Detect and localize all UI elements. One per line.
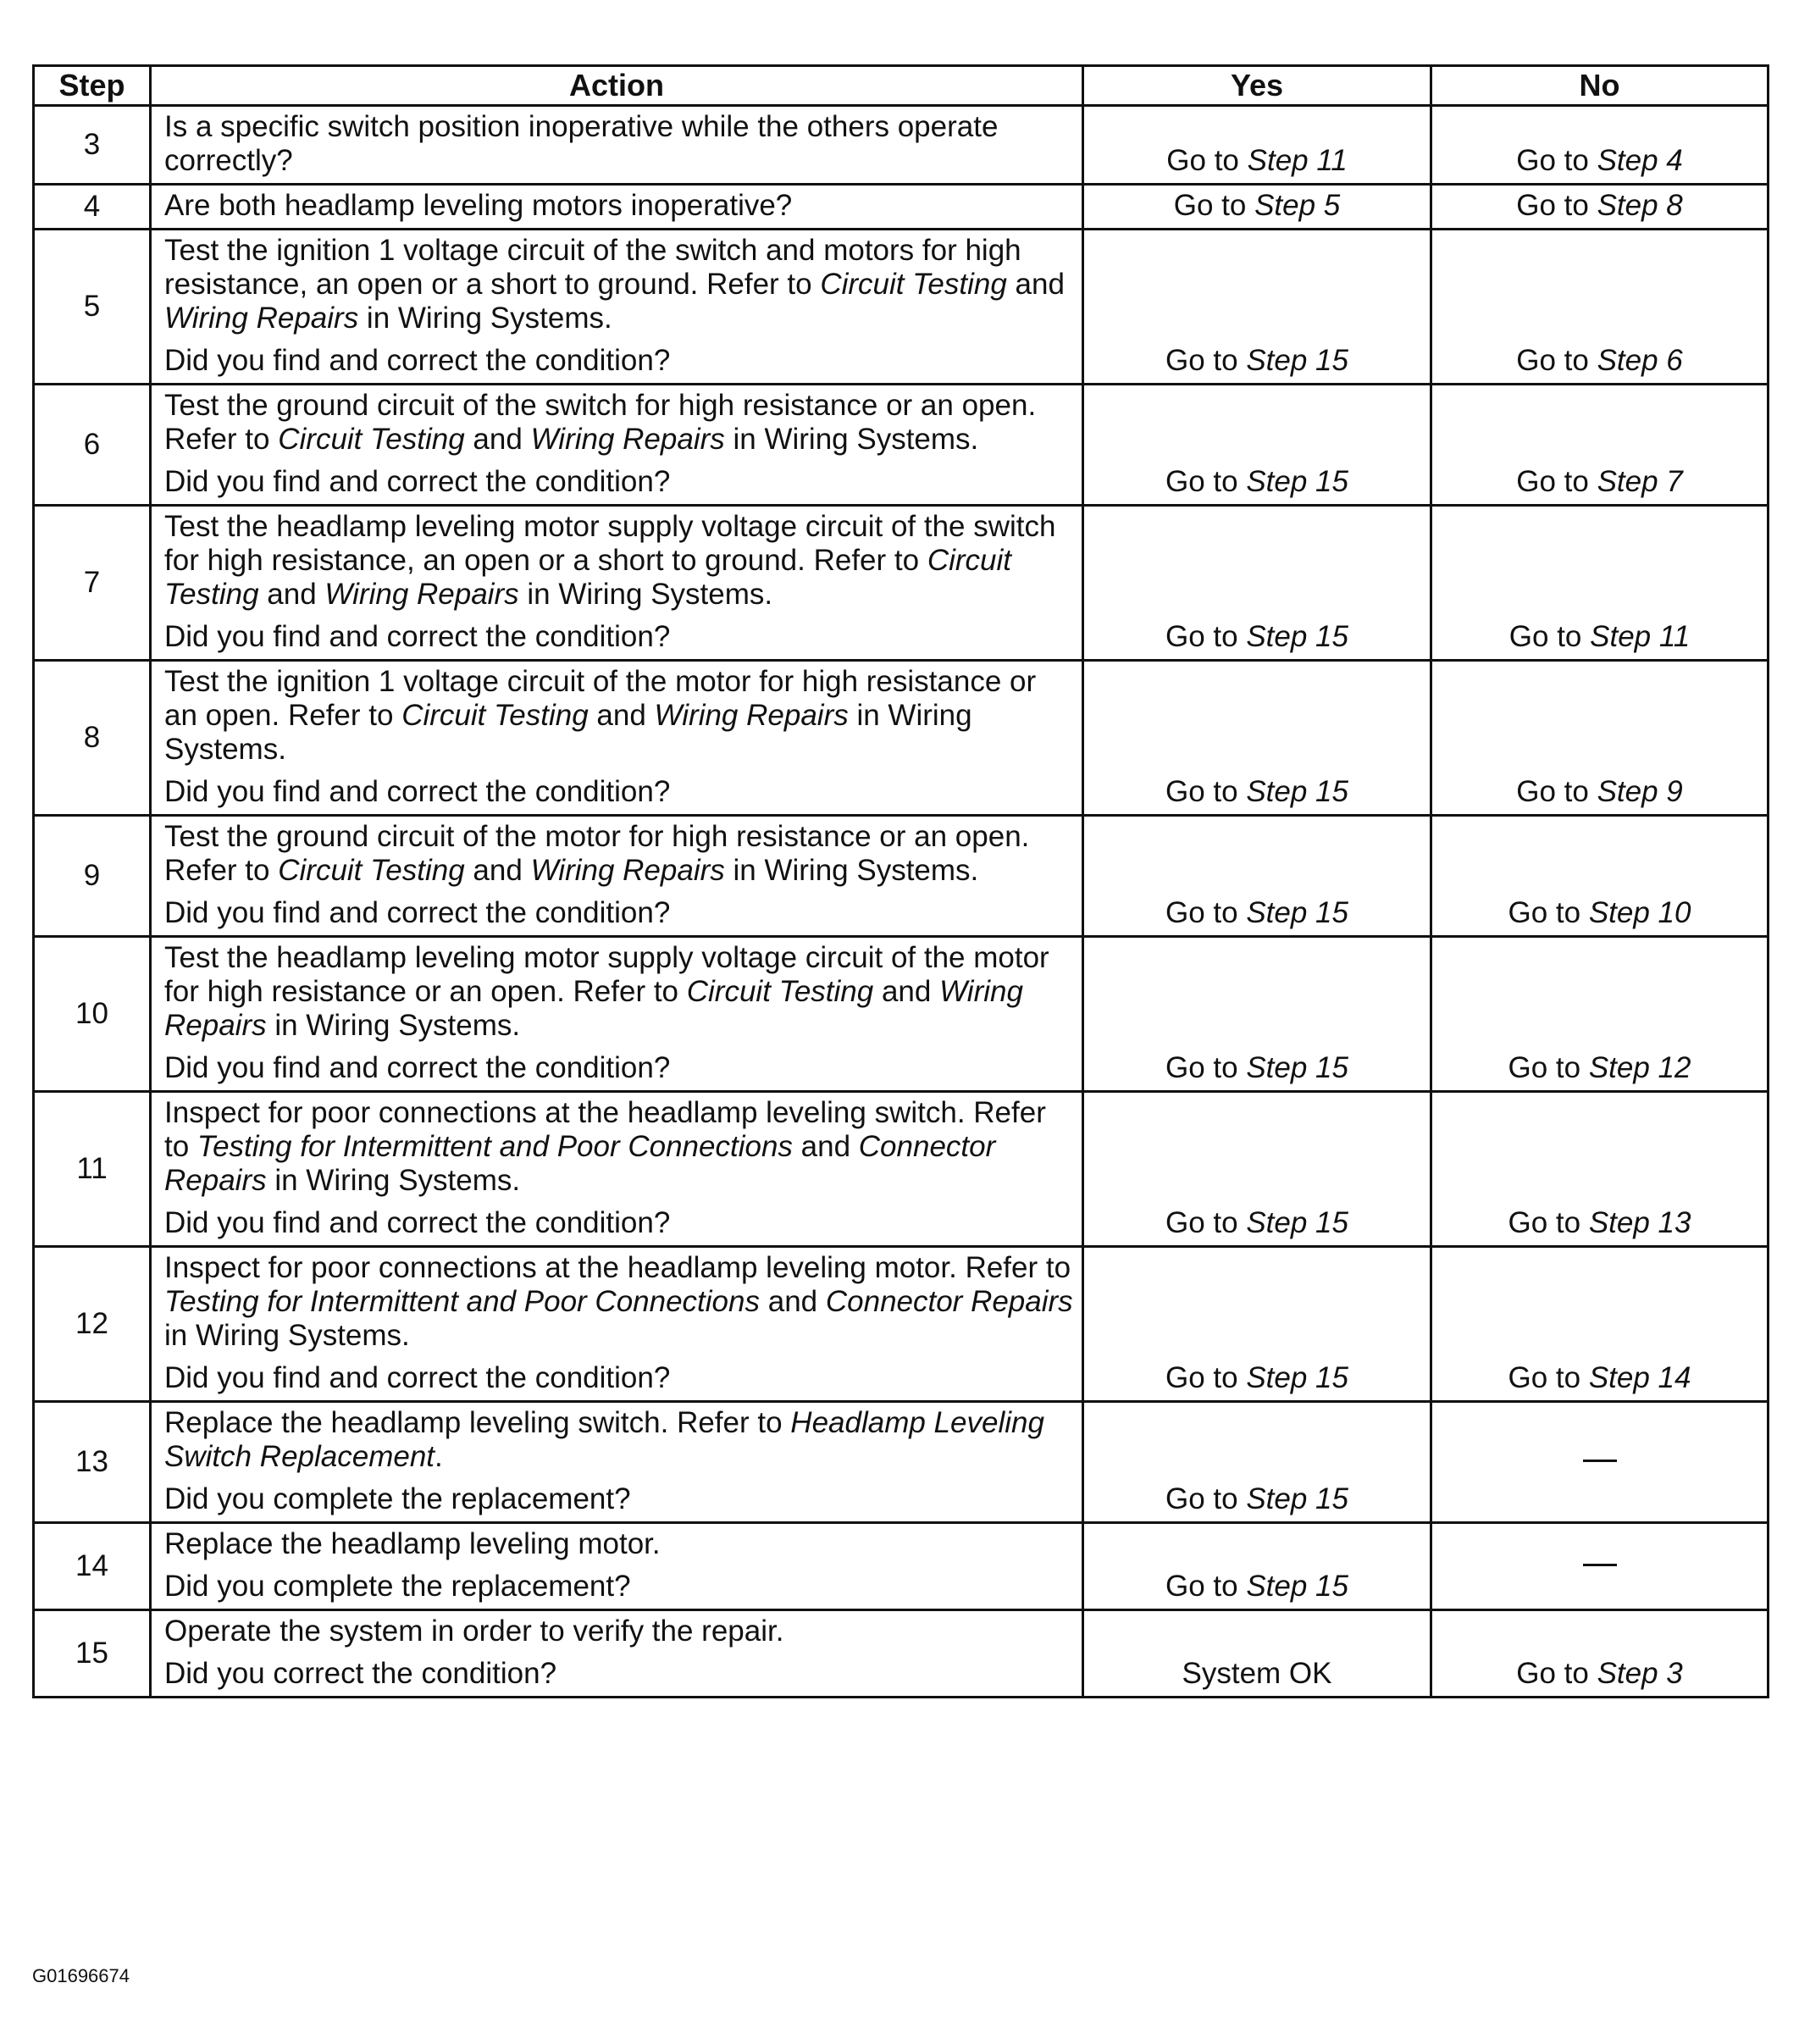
action-instruction	[164, 1615, 1073, 1648]
action-cell	[151, 1092, 1083, 1247]
goto-prefix: Go to	[1516, 1657, 1597, 1690]
action-question: Did you complete the replacement?	[164, 1482, 631, 1515]
reference-link[interactable]: Testing for Intermittent and Poor Connections	[164, 1285, 760, 1318]
goto-step-link[interactable]: Step 3	[1597, 1657, 1683, 1690]
action-cell	[151, 230, 1083, 385]
goto-step-link[interactable]: Step 15	[1246, 1570, 1348, 1603]
no-cell	[1431, 937, 1769, 1092]
yes-cell	[1083, 1092, 1431, 1247]
goto-prefix: Go to	[1165, 344, 1247, 377]
instruction-text: and	[873, 975, 940, 1008]
instruction-text: Test the ground circuit of the switch for high resistance or an open. Refer to	[164, 389, 1037, 456]
reference-link[interactable]: Wiring Repairs	[530, 423, 725, 456]
action-instruction	[164, 1406, 1073, 1474]
no-cell	[1431, 816, 1769, 937]
no-cell	[1431, 1610, 1769, 1698]
step-number: 8	[34, 661, 151, 816]
action-instruction	[164, 1251, 1073, 1353]
action-cell	[151, 661, 1083, 816]
goto-prefix: Go to	[1508, 620, 1591, 653]
instruction-text: Inspect for poor connections at the headlamp leveling motor. Refer to	[164, 1251, 1071, 1284]
instruction-text: Test the ignition 1 voltage circuit of the motor for high resistance or an open. Refer to	[164, 665, 1037, 732]
step-number: 14	[34, 1523, 151, 1610]
no-cell	[1431, 106, 1769, 185]
goto-step-link[interactable]: Step 15	[1246, 896, 1348, 929]
header-yes: Yes	[1083, 66, 1431, 106]
action-question: Did you find and correct the condition?	[164, 344, 671, 377]
table-row	[34, 230, 1769, 385]
table-row	[34, 937, 1769, 1092]
yes-cell	[1083, 1610, 1431, 1698]
step-number: 15	[34, 1610, 151, 1698]
action-instruction	[164, 820, 1073, 888]
instruction-text: and	[792, 1130, 859, 1163]
no-cell	[1431, 385, 1769, 506]
step-number: 9	[34, 816, 151, 937]
goto-step-link[interactable]: Step 15	[1246, 620, 1348, 653]
instruction-text: in Wiring Systems.	[266, 1164, 521, 1197]
goto-step-link[interactable]: Step 15	[1246, 775, 1348, 808]
result-text: System OK	[1182, 1657, 1332, 1690]
action-cell	[151, 385, 1083, 506]
action-cell	[151, 1523, 1083, 1610]
action-instruction	[164, 941, 1073, 1043]
action-question: Did you find and correct the condition?	[164, 465, 671, 498]
goto-prefix: Go to	[1165, 1570, 1247, 1603]
instruction-text: and	[464, 423, 531, 456]
action-question: Did you find and correct the condition?	[164, 1361, 671, 1394]
goto-step-link[interactable]: Step 4	[1597, 144, 1683, 177]
table-row	[34, 185, 1769, 230]
reference-link[interactable]: Circuit Testing	[278, 423, 465, 456]
yes-cell	[1083, 385, 1431, 506]
goto-step-link[interactable]: Step 13	[1588, 1206, 1691, 1239]
goto-prefix: Go to	[1166, 144, 1248, 177]
action-question: Did you correct the condition?	[164, 1657, 557, 1690]
header-row	[34, 66, 1769, 106]
goto-prefix: Go to	[1516, 144, 1597, 177]
goto-step-link[interactable]: Step 10	[1588, 896, 1691, 929]
step-number: 5	[34, 230, 151, 385]
reference-link[interactable]: Circuit Testing	[401, 699, 589, 732]
goto-step-link[interactable]: Step 14	[1588, 1361, 1691, 1394]
action-instruction	[164, 389, 1073, 457]
reference-link[interactable]: Circuit Testing	[820, 268, 1007, 301]
table-row	[34, 661, 1769, 816]
goto-step-link[interactable]: Step 15	[1246, 344, 1348, 377]
yes-cell	[1083, 661, 1431, 816]
step-number: 13	[34, 1402, 151, 1523]
goto-step-link[interactable]: Step 8	[1597, 189, 1683, 222]
goto-step-link[interactable]: Step 15	[1246, 1051, 1348, 1084]
action-question: Did you complete the replacement?	[164, 1570, 631, 1603]
instruction-text: in Wiring Systems.	[164, 1319, 410, 1352]
action-question: Are both headlamp leveling motors inoperative?	[164, 189, 793, 222]
header-action: Action	[151, 66, 1083, 106]
no-cell	[1431, 661, 1769, 816]
figure-id: G01696674	[32, 1965, 130, 1986]
action-question: Is a specific switch position inoperative while the others operate correctly?	[164, 110, 999, 177]
goto-prefix: Go to	[1165, 1206, 1247, 1239]
goto-prefix: Go to	[1165, 1361, 1247, 1394]
goto-prefix: Go to	[1165, 620, 1247, 653]
action-question: Did you find and correct the condition?	[164, 620, 671, 653]
action-cell	[151, 1247, 1083, 1402]
action-instruction	[164, 665, 1073, 767]
step-number: 12	[34, 1247, 151, 1402]
no-cell	[1431, 1092, 1769, 1247]
not-applicable-dash	[1583, 1564, 1617, 1566]
goto-prefix: Go to	[1173, 189, 1255, 222]
yes-cell	[1083, 1402, 1431, 1523]
action-question: Did you find and correct the condition?	[164, 1206, 671, 1239]
goto-prefix: Go to	[1516, 344, 1597, 377]
yes-cell	[1083, 506, 1431, 661]
goto-step-link[interactable]: Step 5	[1254, 189, 1341, 222]
reference-link[interactable]: Wiring Repairs	[654, 699, 849, 732]
action-instruction	[164, 510, 1073, 612]
table-row	[34, 816, 1769, 937]
reference-link[interactable]: Wiring Repairs	[530, 854, 725, 887]
no-cell	[1431, 185, 1769, 230]
step-number: 7	[34, 506, 151, 661]
action-instruction	[164, 1527, 1073, 1561]
goto-prefix: Go to	[1165, 775, 1247, 808]
action-cell	[151, 506, 1083, 661]
action-question: Did you find and correct the condition?	[164, 896, 671, 929]
instruction-text: in Wiring Systems.	[266, 1009, 521, 1042]
goto-prefix: Go to	[1516, 775, 1597, 808]
reference-link[interactable]: Wiring Repairs	[164, 302, 359, 335]
action-cell	[151, 816, 1083, 937]
table-row	[34, 385, 1769, 506]
yes-cell	[1083, 816, 1431, 937]
not-applicable-dash	[1583, 1460, 1617, 1462]
action-question: Did you find and correct the condition?	[164, 775, 671, 808]
goto-prefix: Go to	[1516, 189, 1597, 222]
table-row	[34, 1610, 1769, 1698]
reference-link[interactable]: Headlamp Leveling Switch Replacement	[164, 1406, 1044, 1473]
no-cell	[1431, 506, 1769, 661]
reference-link[interactable]: Wiring Repairs	[324, 578, 519, 611]
instruction-text: Test the headlamp leveling motor supply voltage circuit of the switch for high resistance, an open or a short to ground. Refer to	[164, 510, 1056, 577]
goto-step-link[interactable]: Step 15	[1246, 1482, 1348, 1515]
step-number: 6	[34, 385, 151, 506]
yes-cell	[1083, 185, 1431, 230]
goto-prefix: Go to	[1165, 465, 1247, 498]
goto-step-link[interactable]: Step 11	[1590, 620, 1691, 653]
reference-link[interactable]: Connector Repairs	[164, 1130, 996, 1197]
reference-link[interactable]: Connector Repairs	[825, 1285, 1073, 1318]
instruction-text: Test the headlamp leveling motor supply voltage circuit of the motor for high resistance or an open. Refer to	[164, 941, 1049, 1008]
goto-step-link[interactable]: Step 7	[1597, 465, 1683, 498]
goto-prefix: Go to	[1508, 896, 1589, 929]
step-number: 3	[34, 106, 151, 185]
header-step: Step	[34, 66, 151, 106]
instruction-text: Test the ground circuit of the motor for high resistance or an open. Refer to	[164, 820, 1030, 887]
instruction-text: and	[258, 578, 325, 611]
reference-link[interactable]: Circuit Testing	[278, 854, 465, 887]
goto-step-link[interactable]: Step 15	[1246, 465, 1348, 498]
step-number: 10	[34, 937, 151, 1092]
action-cell	[151, 185, 1083, 230]
goto-prefix: Go to	[1516, 465, 1597, 498]
action-question: Did you find and correct the condition?	[164, 1051, 671, 1084]
diagnostic-table	[32, 64, 1769, 1698]
reference-link[interactable]: Testing for Intermittent and Poor Connections	[197, 1130, 793, 1163]
instruction-text: in Wiring Systems.	[518, 578, 773, 611]
action-cell	[151, 1610, 1083, 1698]
table-body	[34, 106, 1769, 1698]
instruction-text: in Wiring Systems.	[164, 699, 972, 766]
goto-prefix: Go to	[1508, 1051, 1589, 1084]
table-row	[34, 506, 1769, 661]
instruction-text: .	[435, 1440, 443, 1473]
table-row	[34, 1402, 1769, 1523]
instruction-text: in Wiring Systems.	[724, 423, 979, 456]
goto-step-link[interactable]: Step 9	[1597, 775, 1683, 808]
goto-prefix: Go to	[1165, 896, 1247, 929]
no-cell	[1431, 1247, 1769, 1402]
action-instruction	[164, 1096, 1073, 1198]
action-instruction	[164, 234, 1073, 335]
table-row	[34, 1247, 1769, 1402]
reference-link[interactable]: Wiring Repairs	[164, 975, 1023, 1042]
goto-step-link[interactable]: Step 15	[1246, 1361, 1348, 1394]
goto-prefix: Go to	[1508, 1206, 1589, 1239]
table-row	[34, 106, 1769, 185]
goto-prefix: Go to	[1508, 1361, 1589, 1394]
instruction-text: and	[588, 699, 655, 732]
instruction-text: and	[760, 1285, 826, 1318]
no-cell	[1431, 1402, 1769, 1523]
goto-prefix: Go to	[1165, 1051, 1247, 1084]
table-row	[34, 1092, 1769, 1247]
goto-step-link[interactable]: Step 6	[1597, 344, 1683, 377]
goto-step-link[interactable]: Step 12	[1588, 1051, 1691, 1084]
reference-link[interactable]: Circuit Testing	[164, 544, 1011, 611]
action-cell	[151, 937, 1083, 1092]
yes-cell	[1083, 230, 1431, 385]
goto-step-link[interactable]: Step 11	[1247, 144, 1348, 177]
instruction-text: Inspect for poor connections at the headlamp leveling switch. Refer to	[164, 1096, 1046, 1163]
yes-cell	[1083, 1523, 1431, 1610]
instruction-text: Replace the headlamp leveling switch. Refer to	[164, 1406, 791, 1439]
step-number: 11	[34, 1092, 151, 1247]
table-row	[34, 1523, 1769, 1610]
action-cell	[151, 1402, 1083, 1523]
goto-prefix: Go to	[1165, 1482, 1247, 1515]
goto-step-link[interactable]: Step 15	[1246, 1206, 1348, 1239]
instruction-text: Operate the system in order to verify the repair.	[164, 1615, 784, 1648]
yes-cell	[1083, 937, 1431, 1092]
yes-cell	[1083, 1247, 1431, 1402]
instruction-text: Test the ignition 1 voltage circuit of the switch and motors for high resistance, an open or a short to ground. Refer to	[164, 234, 1021, 301]
reference-link[interactable]: Circuit Testing	[686, 975, 874, 1008]
instruction-text: and	[1006, 268, 1065, 301]
step-number: 4	[34, 185, 151, 230]
no-cell	[1431, 230, 1769, 385]
action-cell	[151, 106, 1083, 185]
no-cell	[1431, 1523, 1769, 1610]
instruction-text: in Wiring Systems.	[724, 854, 979, 887]
header-no: No	[1431, 66, 1769, 106]
instruction-text: Replace the headlamp leveling motor.	[164, 1527, 661, 1560]
instruction-text: and	[464, 854, 531, 887]
yes-cell	[1083, 106, 1431, 185]
instruction-text: in Wiring Systems.	[358, 302, 612, 335]
